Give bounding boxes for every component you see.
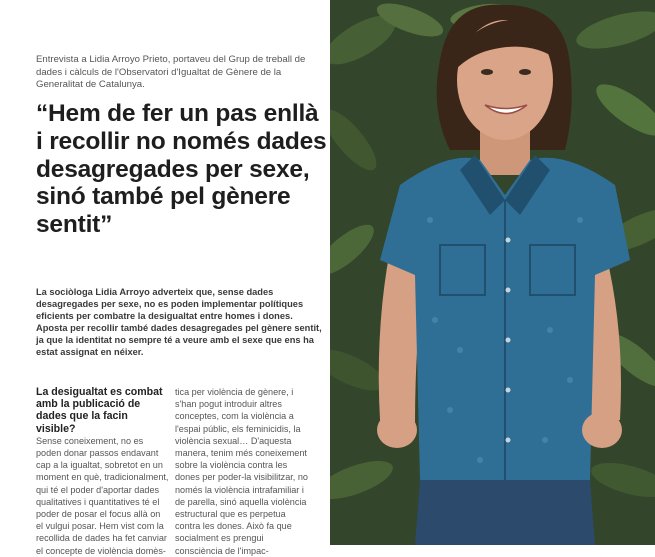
portrait-illustration bbox=[330, 0, 655, 545]
answer-text-2: tica per violència de gènere, i s'han pogut introduir altres conceptes, com la violència a l'espai públic, els feminicidis, la violència sexual… D'aquesta manera, tenim més coneixement sobre la violència contra les dones per poder-la visibilitzar, no només la violència intrafamiliar i de parella, sinó aquella violència estructural que es perpetua contra les dones. Això fa que socialment es prengui consciència de l'impac- bbox=[175, 387, 308, 556]
question-heading: La desigualtat es combat amb la publicació de dades que la facin visible? bbox=[36, 386, 163, 435]
jeans bbox=[415, 480, 595, 545]
headline-quote: “Hem de fer un pas enllà i recollir no només dades desagregades per sexe, sinó també pel gènere sentit” bbox=[36, 100, 327, 239]
interview-intro: Entrevista a Lidia Arroyo Prieto, portaveu del Grup de treball de dades i càlculs de l'Observatori d'Igualtat de Gènere de la Generalitat de Catalunya. bbox=[36, 54, 306, 91]
text-column-1 bbox=[36, 386, 169, 557]
answer-text-1: Sense coneixement, no es poden donar passos endavant cap a la igualtat, sobretot en un moment en què, tradicionalment, qui té el poder d'aportar dades qualitatives i quantitatives té el poder de posar el focus allà on el vulgui posar. Hem vist com la recollida de dades ha fet canviar el concepte de violència domès- bbox=[36, 435, 169, 556]
portrait-photo bbox=[330, 0, 655, 545]
lead-paragraph: La sociòloga Lidia Arroyo adverteix que, sense dades desagregades per sexe, no es poden implementar polítiques eficients per combatre la desigualtat entre homes i dones. Aposta per recollir també dades desagregades pel gènere sentit, ja que la identitat no sempre té a veure amb el sexe que ens ha estat assignat en néixer. bbox=[36, 287, 322, 358]
text-column-2 bbox=[175, 386, 312, 557]
